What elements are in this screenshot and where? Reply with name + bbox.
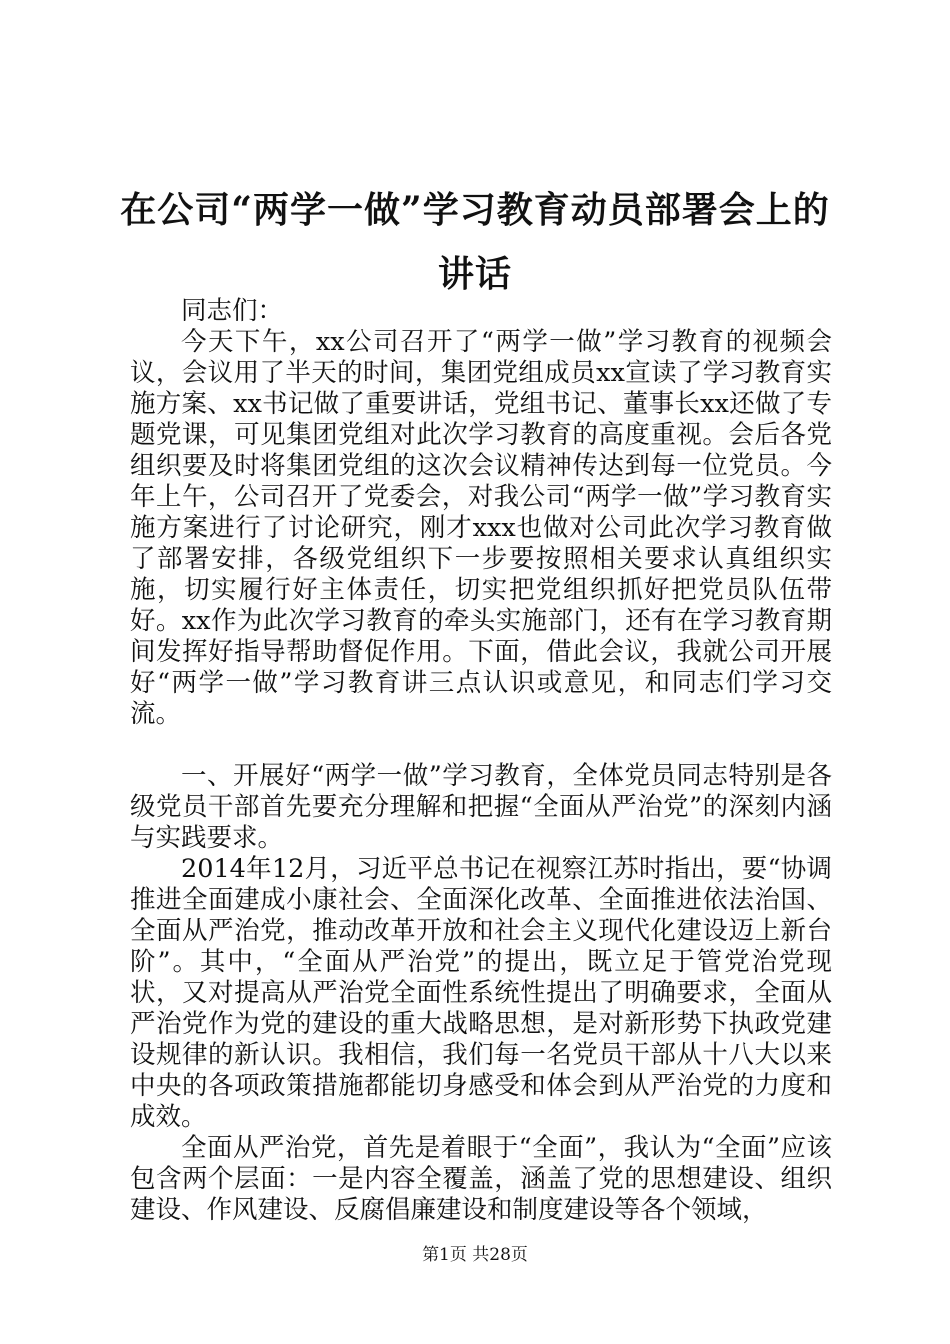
paragraph-comprehensive: 全面从严治党，首先是着眼于“全面”，我认为“全面”应该包含两个层面：一是内容全覆盖，涵盖了党的思想建设、组织建设、作风建设、反腐倡廉建设和制度建设等各个领域， <box>130 1133 832 1225</box>
document-title <box>100 178 850 306</box>
paragraph-2014: 2014年12月，习近平总书记在视察江苏时指出，要“协调推进全面建成小康社会、全面深化改革、全面推进依法治国、全面从严治党，推动改革开放和社会主义现代化建设迈上新台阶”。其中，“全面从严治党”的提出，既立足于管党治党现状，又对提高从严治党全面性系统性提出了明确要求，全面从严治党作为党的建设的重大战略思想，是对新形势下执政党建设规律的新认识。我相信，我们每一名党员干部从十八大以来中央的各项政策措施都能切身感受和体会到从严治党的力度和成效。 <box>130 854 832 1132</box>
title-line-2: 讲话 <box>437 253 512 295</box>
document-body <box>130 296 832 1226</box>
salutation: 同志们： <box>181 296 284 326</box>
title-line-1: 在公司“两学一做”学习教育动员部署会上的 <box>120 189 830 231</box>
page-number-footer: 第1页 共28页 <box>422 1245 528 1265</box>
section-heading-1: 一、开展好“两学一做”学习教育，全体党员同志特别是各级党员干部首先要充分理解和把握“全面从严治党”的深刻内涵与实践要求。 <box>130 761 832 853</box>
paragraph-intro: 今天下午，xx公司召开了“两学一做”学习教育的视频会议，会议用了半天的时间，集团党组成员xx宣读了学习教育实施方案、xx书记做了重要讲话，党组书记、董事长xx还做了专题党课，可见集团党组对此次学习教育的高度重视。会后各党组织要及时将集团党组的这次会议精神传达到每一位党员。今年上午，公司召开了党委会，对我公司“两学一做”学习教育实施方案进行了讨论研究，刚才xxx也做对公司此次学习教育做了部署安排，各级党组织下一步要按照相关要求认真组织实施，切实履行好主体责任，切实把党组织抓好把党员队伍带好。xx作为此次学习教育的牵头实施部门，还有在学习教育期间发挥好指导帮助督促作用。下面，借此会议，我就公司开展好“两学一做”学习教育讲三点认识或意见，和同志们学习交流。 <box>130 327 832 729</box>
